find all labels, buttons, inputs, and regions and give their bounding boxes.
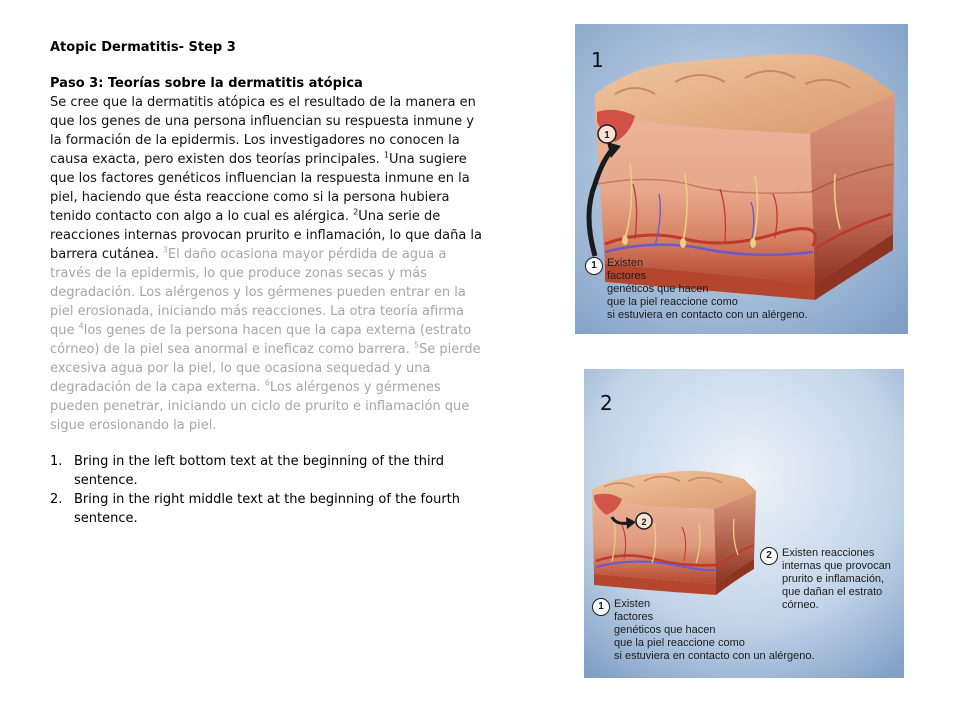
text-theory-2: los genes de la persona hacen que la capa externa (estrato córneo) de la piel sea anormal e ineficaz como barrera. [50,323,472,357]
text-intro: Se cree que la dermatitis atópica es el resultado de la manera en que los genes de una persona influencian su respuesta inmune y la formación de la epidermis. Los investigadores no conocen la causa exacta, pero existen dos teorías principales. [50,95,476,167]
callout-genetic-factors [585,257,905,322]
footnote-marker-6: 6 [264,378,270,388]
callout-genetic-factors [592,598,902,663]
panel-number: 1 [591,48,604,72]
footnote-marker-5: 5 [413,340,419,350]
instruction-item [50,452,486,490]
instruction-text: Bring in the left bottom text at the beginning of the third sentence. [74,454,445,488]
text-reactions: Una serie de reacciones internas provocan prurito e inflamación, lo que daña la barrera cutánea. [50,209,483,262]
footnote-marker-2: 2 [353,207,359,217]
illustration-panel-1 [575,24,908,334]
document-title: Atopic Dermatitis- Step 3 [50,40,236,55]
text-theory-1: Una sugiere que los factores genéticos influencian la respuesta inmune en la piel, haciendo que ésta reaccione como si la persona hubiera tenido contacto con algo a lo cual es alérgica. [50,152,470,224]
text-cycle: Los alérgenos y gérmenes pueden penetrar, iniciando un ciclo de prurito e inflamación que sigue erosionando la piel. [50,380,470,433]
body-paragraph [50,74,486,435]
callout-number-badge: 1 [585,257,603,275]
illustration-panel-2 [584,369,904,678]
instruction-item [50,490,486,528]
callout-text: Existen factores genéticos que hacen que la piel reaccione como si estuviera en contacto con un alérgeno. [614,598,815,662]
callout-text: Existen reacciones internas que provocan prurito e inflamación, que dañan el estrato córneo. [782,547,891,611]
instruction-text: Bring in the right middle text at the beginning of the fourth sentence. [74,492,461,526]
text-damage: El daño ocasiona mayor pérdida de agua a través de la epidermis, lo que produce zonas secas y más degradación. Los alérgenos y los gérmenes pueden entrar en la piel erosionada, iniciando más reacciones. La otra teoría afirma que [50,247,466,338]
callout-number-badge: 1 [592,598,610,616]
callout-number-badge: 2 [760,547,778,565]
callout-text: Existen factores genéticos que hacen que la piel reaccione como si estuviera en contacto con un alérgeno. [607,257,808,321]
instruction-number: 2. [50,492,63,507]
instruction-list [50,452,486,528]
text-column [50,38,486,528]
footnote-marker-3: 3 [162,245,168,255]
footnote-marker-1: 1 [383,150,389,160]
paragraph-heading: Paso 3: Teorías sobre la dermatitis atópica [50,76,363,91]
panel-number: 2 [600,391,613,415]
svg-text:1: 1 [604,130,610,141]
footnote-marker-4: 4 [78,321,84,331]
text-water-loss: Se pierde excesiva agua por la piel, lo que ocasiona sequedad y una degradación de la capa externa. [50,342,481,395]
svg-text:2: 2 [641,517,647,527]
instruction-number: 1. [50,454,63,469]
